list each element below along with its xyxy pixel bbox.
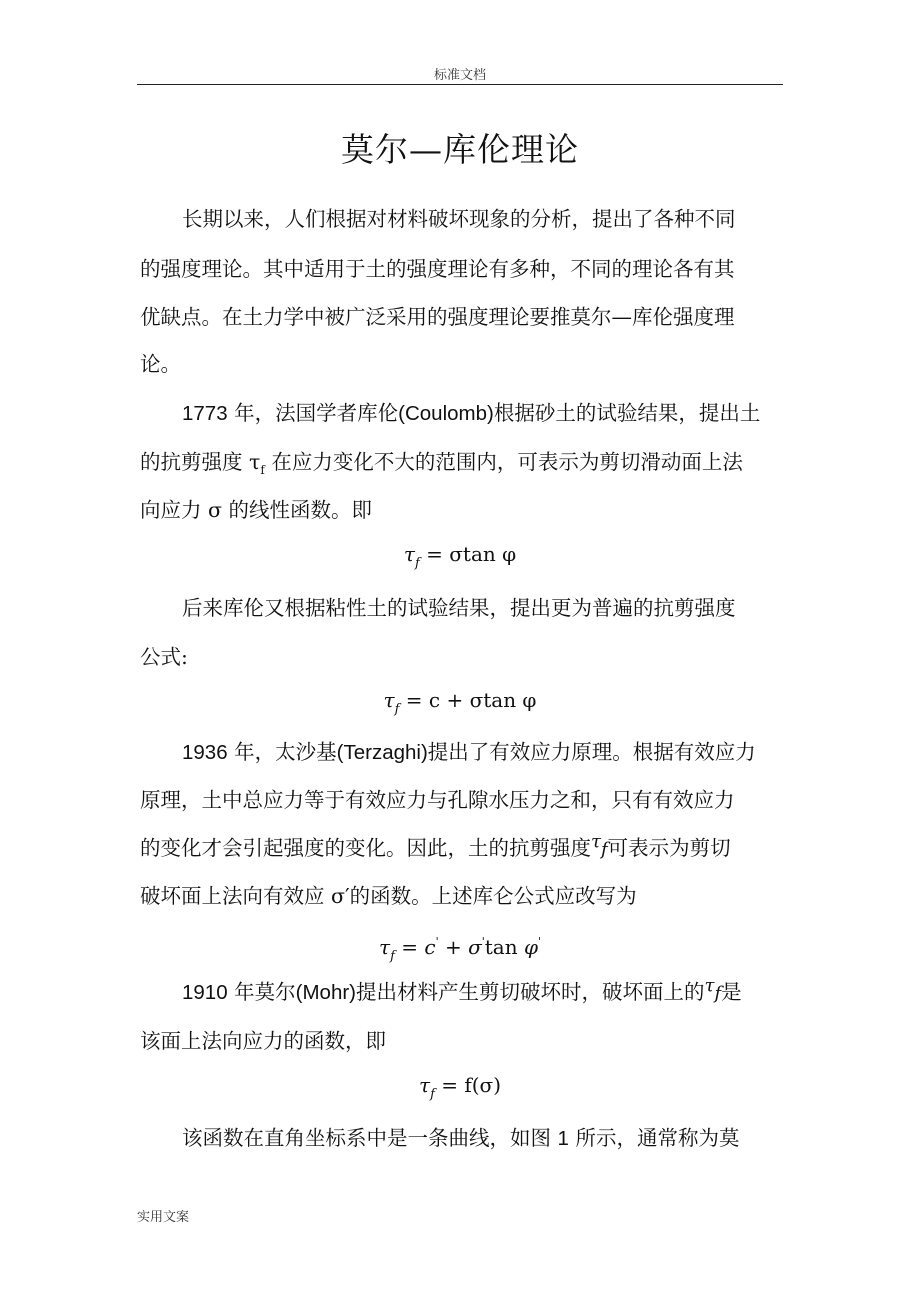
page-footer: 实用文案: [137, 1210, 190, 1225]
formula-coulomb-clay: $\tau_f = c + \sigma\tan$ φ: [383, 688, 537, 717]
year-1910: 1910: [182, 981, 228, 1004]
paragraph-1-line-4: 论。: [140, 352, 181, 376]
mohr-name: (Mohr): [295, 981, 356, 1004]
tau-symbol: τ: [249, 450, 261, 474]
paragraph-4-line-4: 破坏面上法向有效应 σ′的函数。上述库仑公式应改写为: [140, 884, 637, 908]
paragraph-3-line-2: 公式:: [140, 645, 188, 669]
paragraph-4-line-1: 1936 年，太沙基(Terzaghi)提出了有效应力原理。根据有效应力: [182, 740, 756, 764]
paragraph-2-line-2: 的抗剪强度 $\tau_f$ 在应力变化不大的范围内，可表示为剪切滑动面上法: [140, 450, 743, 478]
page-header: 标准文档: [433, 68, 486, 83]
paragraph-2-line-3: 向应力 σ 的线性函数。即: [140, 498, 373, 522]
header-divider: [137, 84, 783, 85]
paragraph-5-line-2: 该面上法向应力的函数，即: [140, 1029, 386, 1053]
paragraph-2-line-1: 1773 年，法国学者库伦(Coulomb)根据砂土的试验结果，提出土: [182, 401, 761, 425]
paragraph-1-line-1: 长期以来，人们根据对材料破坏现象的分析，提出了各种不同: [182, 207, 736, 231]
paragraph-3-line-1: 后来库伦又根据粘性土的试验结果，提出更为普遍的抗剪强度: [182, 596, 736, 620]
paragraph-4-line-3: 的变化才会引起强度的变化。因此，土的抗剪强度τf可表示为剪切: [140, 831, 731, 860]
paragraph-6-line-1: 该函数在直角坐标系中是一条曲线，如图 1 所示，通常称为莫: [182, 1126, 740, 1150]
year-1936: 1936: [182, 741, 228, 764]
terzaghi-name: (Terzaghi): [336, 741, 428, 764]
paragraph-5-line-1: 1910 年莫尔(Mohr)提出材料产生剪切破坏时，破坏面上的τf是: [182, 975, 742, 1004]
formula-coulomb-sand: $\tau_f = \sigma\tan$ φ: [403, 542, 517, 571]
paragraph-1-line-3: 优缺点。在土力学中被广泛采用的强度理论要推莫尔—库伦强度理: [140, 305, 735, 329]
formula-effective-stress: $\tau_f = c' + \sigma'\tan$ φ': [378, 935, 542, 964]
document-title: 莫尔—库伦理论: [341, 130, 579, 169]
paragraph-1-line-2: 的强度理论。其中适用于土的强度理论有多种，不同的理论各有其: [140, 257, 735, 281]
year-1773: 1773: [182, 402, 228, 425]
coulomb-name: (Coulomb): [398, 402, 494, 425]
formula-mohr: $\tau_f = f(\sigma)$: [418, 1073, 502, 1102]
paragraph-4-line-2: 原理，土中总应力等于有效应力与孔隙水压力之和，只有有效应力: [140, 788, 735, 812]
